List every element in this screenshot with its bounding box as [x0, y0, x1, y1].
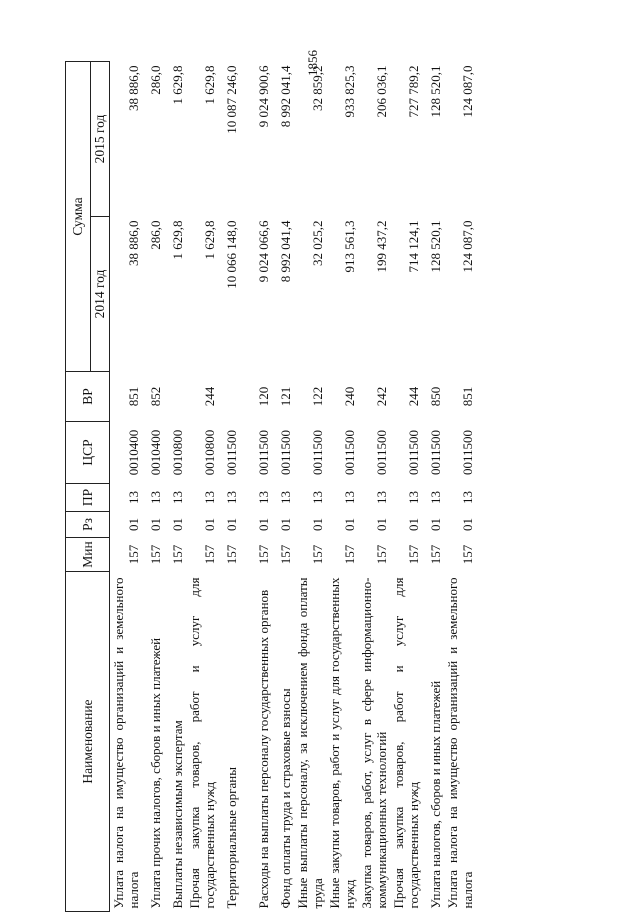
row-csr: 0011500 [405, 429, 421, 476]
table-header [66, 61, 110, 911]
row-csr: 0011500 [309, 429, 325, 476]
row-min: 157 [405, 544, 421, 565]
row-sum-2015: 9 024 900,6 [255, 65, 271, 128]
row-csr: 0011500 [427, 429, 443, 476]
row-rz: 01 [373, 518, 389, 531]
row-min: 157 [147, 544, 163, 565]
page-number: 1856 [305, 50, 320, 76]
row-sum-2014: 32 025,2 [309, 220, 325, 266]
row-sum-2014: 199 437,2 [373, 220, 389, 273]
row-rz: 01 [223, 518, 239, 531]
row-pr: 13 [169, 491, 185, 504]
row-pr: 13 [201, 491, 217, 504]
header-sum: Сумма [66, 61, 91, 371]
row-rz: 01 [255, 518, 271, 531]
row-csr: 0010400 [125, 429, 141, 476]
row-pr: 13 [125, 491, 141, 504]
row-rz: 01 [341, 518, 357, 531]
row-sum-2015: 1 629,8 [201, 65, 217, 105]
row-rz: 01 [201, 518, 217, 531]
row-sum-2014: 124 087,0 [459, 220, 475, 273]
header-csr: ЦСР [66, 422, 110, 484]
row-csr: 0010800 [201, 429, 217, 476]
row-name: Иные выплаты персоналу, за исключением фонда оплаты труда [294, 577, 325, 909]
row-min: 157 [459, 544, 475, 565]
row-vr: 240 [341, 386, 357, 407]
row-sum-2014: 8 992 041,4 [277, 220, 293, 283]
row-sum-2015: 1 629,8 [169, 65, 185, 105]
row-name: Территориальные органы [223, 767, 239, 909]
row-pr: 13 [255, 491, 271, 504]
row-pr: 13 [223, 491, 239, 504]
row-vr: 851 [125, 386, 141, 407]
row-vr: 242 [373, 386, 389, 407]
row-sum-2015: 286,0 [147, 65, 163, 95]
row-name: Уплата налогов, сборов и иных платежей [427, 680, 443, 909]
header-year-2015: 2015 год [91, 61, 110, 216]
row-pr: 13 [373, 491, 389, 504]
row-name: Расходы на выплаты персоналу государственных органов [255, 589, 271, 909]
table-row [294, 61, 326, 911]
row-min: 157 [169, 544, 185, 565]
row-rz: 01 [405, 518, 421, 531]
row-min: 157 [373, 544, 389, 565]
row-pr: 13 [341, 491, 357, 504]
table-row [240, 61, 272, 911]
row-sum-2015: 727 789,2 [405, 65, 421, 118]
header-rz: Рз [66, 512, 110, 538]
table-row [444, 61, 476, 911]
row-vr: 120 [255, 386, 271, 407]
row-name: Уплата налога на имущество организаций и земельного налога [110, 577, 141, 909]
row-vr: 850 [427, 386, 443, 407]
table-row [422, 61, 444, 911]
row-vr: 244 [405, 386, 421, 407]
row-csr: 0011500 [341, 429, 357, 476]
row-pr: 13 [427, 491, 443, 504]
row-name: Уплата прочих налогов, сборов и иных платежей [147, 637, 163, 909]
row-sum-2015: 32 859,2 [309, 65, 325, 111]
row-min: 157 [223, 544, 239, 565]
row-sum-2014: 286,0 [147, 220, 163, 250]
header-pr: ПР [66, 484, 110, 512]
row-name: Прочая закупка товаров, работ и услуг для государственных нужд [390, 577, 421, 909]
row-rz: 01 [277, 518, 293, 531]
row-sum-2015: 8 992 041,4 [277, 65, 293, 128]
row-name: Закупка товаров, работ, услуг в сфере информационно-коммуникационных технологий [358, 577, 389, 909]
row-vr: 851 [459, 386, 475, 407]
row-pr: 13 [309, 491, 325, 504]
table-row [272, 61, 294, 911]
row-sum-2015: 933 825,3 [341, 65, 357, 118]
row-sum-2014: 714 124,1 [405, 220, 421, 273]
row-vr: 852 [147, 386, 163, 407]
row-csr: 0011500 [277, 429, 293, 476]
row-sum-2014: 9 024 066,6 [255, 220, 271, 283]
row-vr [164, 372, 186, 422]
row-name: Прочая закупка товаров, работ и услуг для государственных нужд [186, 577, 217, 909]
budget-table [65, 61, 476, 912]
row-rz: 01 [125, 518, 141, 531]
header-name: Наименование [66, 572, 110, 912]
row-min: 157 [341, 544, 357, 565]
table-row [142, 61, 164, 911]
row-vr: 121 [277, 386, 293, 407]
row-min: 157 [277, 544, 293, 565]
row-sum-2015: 10 087 246,0 [223, 65, 239, 134]
budget-table-sheet [65, 62, 585, 912]
row-sum-2015: 128 520,1 [427, 65, 443, 118]
row-pr: 13 [405, 491, 421, 504]
row-vr [218, 372, 240, 422]
row-sum-2014: 1 629,8 [201, 220, 217, 260]
row-min: 157 [309, 544, 325, 565]
table-row [358, 61, 390, 911]
row-pr: 13 [277, 491, 293, 504]
row-sum-2014: 10 066 148,0 [223, 220, 239, 289]
row-vr: 244 [201, 386, 217, 407]
row-rz: 01 [427, 518, 443, 531]
row-min: 157 [255, 544, 271, 565]
table-row [110, 61, 142, 911]
row-rz: 01 [169, 518, 185, 531]
table-row [390, 61, 422, 911]
row-rz: 01 [147, 518, 163, 531]
table-body [110, 61, 476, 911]
row-name: Фонд оплаты труда и страховые взносы [277, 688, 293, 909]
row-sum-2015: 38 886,0 [125, 65, 141, 111]
row-name: Уплата налога на имущество организаций и земельного налога [444, 577, 475, 909]
row-pr: 13 [459, 491, 475, 504]
row-name: Выплаты независимым экспертам [169, 720, 185, 909]
row-csr: 0011500 [223, 429, 239, 476]
table-row [186, 61, 218, 911]
table-row [218, 61, 240, 911]
row-csr: 0011500 [255, 429, 271, 476]
row-sum-2014: 1 629,8 [169, 220, 185, 260]
row-min: 157 [201, 544, 217, 565]
row-sum-2014: 128 520,1 [427, 220, 443, 273]
table-row [326, 61, 358, 911]
row-sum-2015: 206 036,1 [373, 65, 389, 118]
row-rz: 01 [459, 518, 475, 531]
header-vr: ВР [66, 372, 110, 422]
row-csr: 0011500 [373, 429, 389, 476]
table-row [164, 61, 186, 911]
row-pr: 13 [147, 491, 163, 504]
row-csr: 0011500 [459, 429, 475, 476]
header-year-2014: 2014 год [91, 217, 110, 372]
header-min: Мин [66, 538, 110, 572]
rotated-page [65, 62, 585, 912]
row-vr: 122 [309, 386, 325, 407]
row-min: 157 [427, 544, 443, 565]
row-name: Иные закупки товаров, работ и услуг для государственных нужд [326, 577, 357, 909]
row-csr: 0010800 [169, 429, 185, 476]
row-min: 157 [125, 544, 141, 565]
row-sum-2014: 38 886,0 [125, 220, 141, 266]
row-sum-2014: 913 561,3 [341, 220, 357, 273]
row-sum-2015: 124 087,0 [459, 65, 475, 118]
row-csr: 0010400 [147, 429, 163, 476]
row-rz: 01 [309, 518, 325, 531]
